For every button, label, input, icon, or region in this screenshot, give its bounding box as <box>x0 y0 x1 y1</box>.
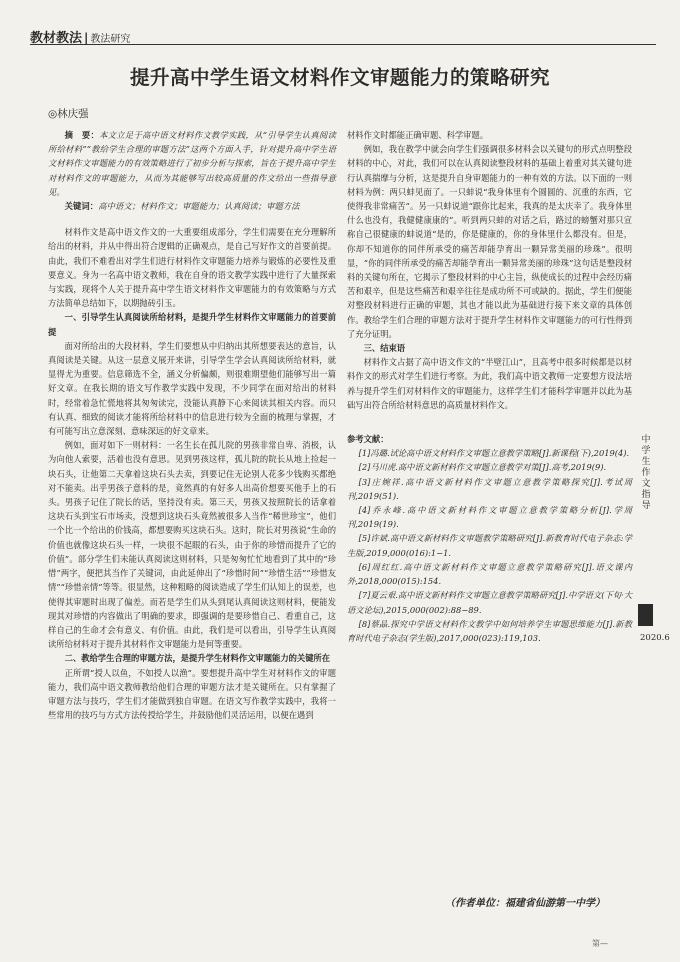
keywords-text: 高中语文；材料作文；审题能力；认真阅读；审题方法 <box>98 201 300 212</box>
paragraph: 面对所给出的大段材料，学生们要想从中归纳出其所想要表达的意旨，认真阅读是关键。从这一层意义展开来讲，引导学生学会认真阅读所给材料，就显得尤为重要。信息筛选不全，涵义分析偏颇，则很难期望他们能够写出一篇好文章。在我长期的语文写作教学实践中发现，不少同学在面对给出的材料时，经常着急忙慌地将其匆匆读完，没能认真静下心来阅读其相关内容。而只有认真、细致的阅读才能将所给材料中的信息进行较为全面的梳理与掌握，才有可能写出立意深刻、意味深远的好文章来。 <box>48 340 336 437</box>
journal-name: 教材教法 <box>30 31 83 46</box>
paragraph: 正所谓“授人以鱼，不如授人以渔”。要想提升高中学生对材料作文的审题能力，我们高中语文教师教给他们合理的审题方法才是关键所在。只有掌握了审题方法与技巧，学生们才能做到独自审题。在语文写作教学实践中，我将一些常用的技巧与方式方法传授给学生，并鼓励他们灵活运用，以便在遇到 <box>48 667 336 721</box>
reference-item: [3]庄婉祥.高中语文新材料作文审题立意教学策略探究[J].考试周刊,2019(51). <box>347 476 632 501</box>
references-label: 参考文献： <box>347 434 389 445</box>
paragraph: 例如，面对如下一则材料：一名生长在孤儿院的男孩非常自卑、消极，认为向他人索要，活着也没有意思。见到男孩这样，孤儿院的院长从地上捡起一块石头，让他第二天拿着这块石头去卖，到要记住无论别人花多少钱购买都绝对不能卖。出乎男孩子意料的是，竟然真的有好多人出高价想要买他手上的石头。男孩子记住了院长的话，坚持没有卖。第三天，男孩又按照院长的话拿着这块石头到宝石市场卖，没想到这块石头竟然被很多人当作“稀世珍宝”，他们一个比一个给出的价钱高，都想要购买这块石头。这时，院长对男孩说“生命的价值也就像这块石头一样，一块很不起眼的石头，由于你的珍惜而提升了它的价值”。部分学生们未能认真阅读这则材料，只是匆匆忙忙地看到了其中的“珍惜”两字，便把其当作了关键词，由此延伸出了“珍惜时间”“珍惜生活”“珍惜友情”“珍惜亲情”等等。很显然，这种粗略的阅读造成了学生们认知上的误差，也使得其审题时出现了偏差。而若是学生们从头到尾认真阅读这则材料，便能发现其对珍惜的内容做出了明确的要求，即强调的是要珍惜自己、看重自己，这样自己的生命才会有意义、有价值。由此，我们是可以看出，引导学生认真阅读所给材料对于提升其材料作文审题能力是何等重要。 <box>48 440 336 650</box>
page-number: 第— <box>592 939 608 948</box>
abstract-block <box>48 128 336 213</box>
paragraph: 材料作文是高中语文作文的一大重要组成部分，学生们需要在充分理解所给出的材料，并从中得出符合逻辑的正确观点，是自己写好作文的首要前提。由此，我们不难看出对学生们进行材料作文审题能力培养与锻炼的必要性及重要意义。身为一名高中语文教师，我在自身的语文教学实践中进行了大量探索与实践，现将个人关于提升高中学生语文材料作文审题能力的有效策略与方式方法简单总结如下，以期抛砖引玉。 <box>48 227 336 309</box>
reference-item: [7]夏云艰.高中语文新材料作文审题立意教学策略研究[J].中学语文(下旬·大语文论坛),2015,000(002):88−89. <box>347 590 632 615</box>
reference-item: [1]冯璐.试论高中语文材料作文审题立意教学策略[J].新课程(下),2019(4). <box>358 448 630 459</box>
reference-item: [6]周红红.高中语文新材料作文审题立意教学策略研究[J].语文课内外,2018,000(015):154. <box>347 561 632 587</box>
reference-item: [2]马川虎.高中语文新材料作文审题立意教学对策[J].高考,2019(9). <box>358 462 607 473</box>
section-name: 教法研究 <box>90 34 131 45</box>
abstract-label: 摘 要： <box>64 130 100 140</box>
author-name: ◎林庆强 <box>48 108 89 120</box>
header-separator: | <box>84 31 89 45</box>
sidebar-year: 2020.6 <box>640 633 670 643</box>
paragraph: 例如，我在教学中就会向学生们强调很多材料会以关键句的形式点明整段材料的中心，对此，我们可以在认真阅读整段材料的基础上着重对其关键句进行认真揣摩与分析，这是提升自身审题能力的一种有效的方法。以下面的一则材料为例：两只蚌见面了。一只蚌说“我身体里有个圆圆的、沉重的东西，它使得我非常痛苦”。另一只蚌说道“跟你比起来，我真的是太庆幸了。我身体里什么也没有，我健健康康的”。听到两只蚌的对话之后，路过的螃蟹对那只宣称自己很健康的蚌说道“是的，你是健康的，你的身体里什么都没有。但是，你却不知道你的同伴所承受的痛苦却能孕育出一颗异常美丽的珍珠”。很明显，“你的同伴所承受的痛苦却能孕育出一颗异常美丽的珍珠”这句话是整段材料的关键句所在，它揭示了整段材料的中心主旨，纵使成长的过程中会经历痛苦和艰辛，但是这些痛苦和艰辛往往是成功所不可或缺的。据此，学生们便能对整段材料进行正确的审题，其也才能以此为基础进行接下来文章的具体创作。教给学生们合理的审题方法对于提升学生材料作文审题能力的可行性得到了充分证明。 <box>347 144 632 339</box>
sidebar-journal-title: 中学生作文指导 <box>641 435 651 511</box>
reference-item: [5]许斌.高中语文新材料作文审题教学策略研究[J].新教育时代电子杂志:学生版,2019,000(016):1−1. <box>347 533 632 558</box>
section-heading: 一、引导学生认真阅读所给材料，是提升学生材料作文审题能力的首要前提 <box>48 312 336 337</box>
reference-item: [4]乔永峰.高中语文新材料作文审题立意教学策略分析[J].学周刊,2019(19). <box>347 505 632 530</box>
left-column <box>48 128 336 722</box>
paragraph: 材料作文时都能正确审题、科学审题。 <box>347 130 489 140</box>
article-title: 提升高中学生语文材料作文审题能力的策略研究 <box>129 66 550 89</box>
reference-item: [8]蔡晶.探究中学语文材料作文教学中如何培养学生审题思维能力[J].新教育时代电子杂志(学生版),2017,000(023):119,103. <box>347 618 632 643</box>
paragraph: 材料作文占据了高中语文作文的“半壁江山”，且高考中很多时候都是以材料作文的形式对学生们进行考察。为此，我们高中语文教师一定要想方设法培养与提升学生们对材料作文的审题能力，这样学生们才能科学审题并以此为基础写出符合所给材料意思的高质量材料作文。 <box>347 357 632 410</box>
sidebar-block <box>638 604 653 626</box>
references <box>347 432 632 645</box>
keywords-label: 关键词： <box>64 201 99 212</box>
header-rule <box>30 44 656 45</box>
section-heading: 二、教给学生合理的审题方法，是提升学生材料作文审题能力的关键所在 <box>64 653 331 664</box>
section-heading: 三、结束语 <box>363 343 406 354</box>
author-unit: （作者单位：福建省仙游第一中学） <box>445 898 605 909</box>
right-column <box>347 128 632 645</box>
abstract-text: 本文立足于高中语文材料作文教学实践，从“引导学生认真阅读所给材料”“教给学生合理的审题方法”这两个方面入手，针对提升高中学生语文材料作文审题能力的有效策略进行了初步分析与探索，旨在于提升高中学生对材料作文的审题能力，从而为其能够写出较高质量的作文给出一些指导意见。 <box>48 130 337 197</box>
